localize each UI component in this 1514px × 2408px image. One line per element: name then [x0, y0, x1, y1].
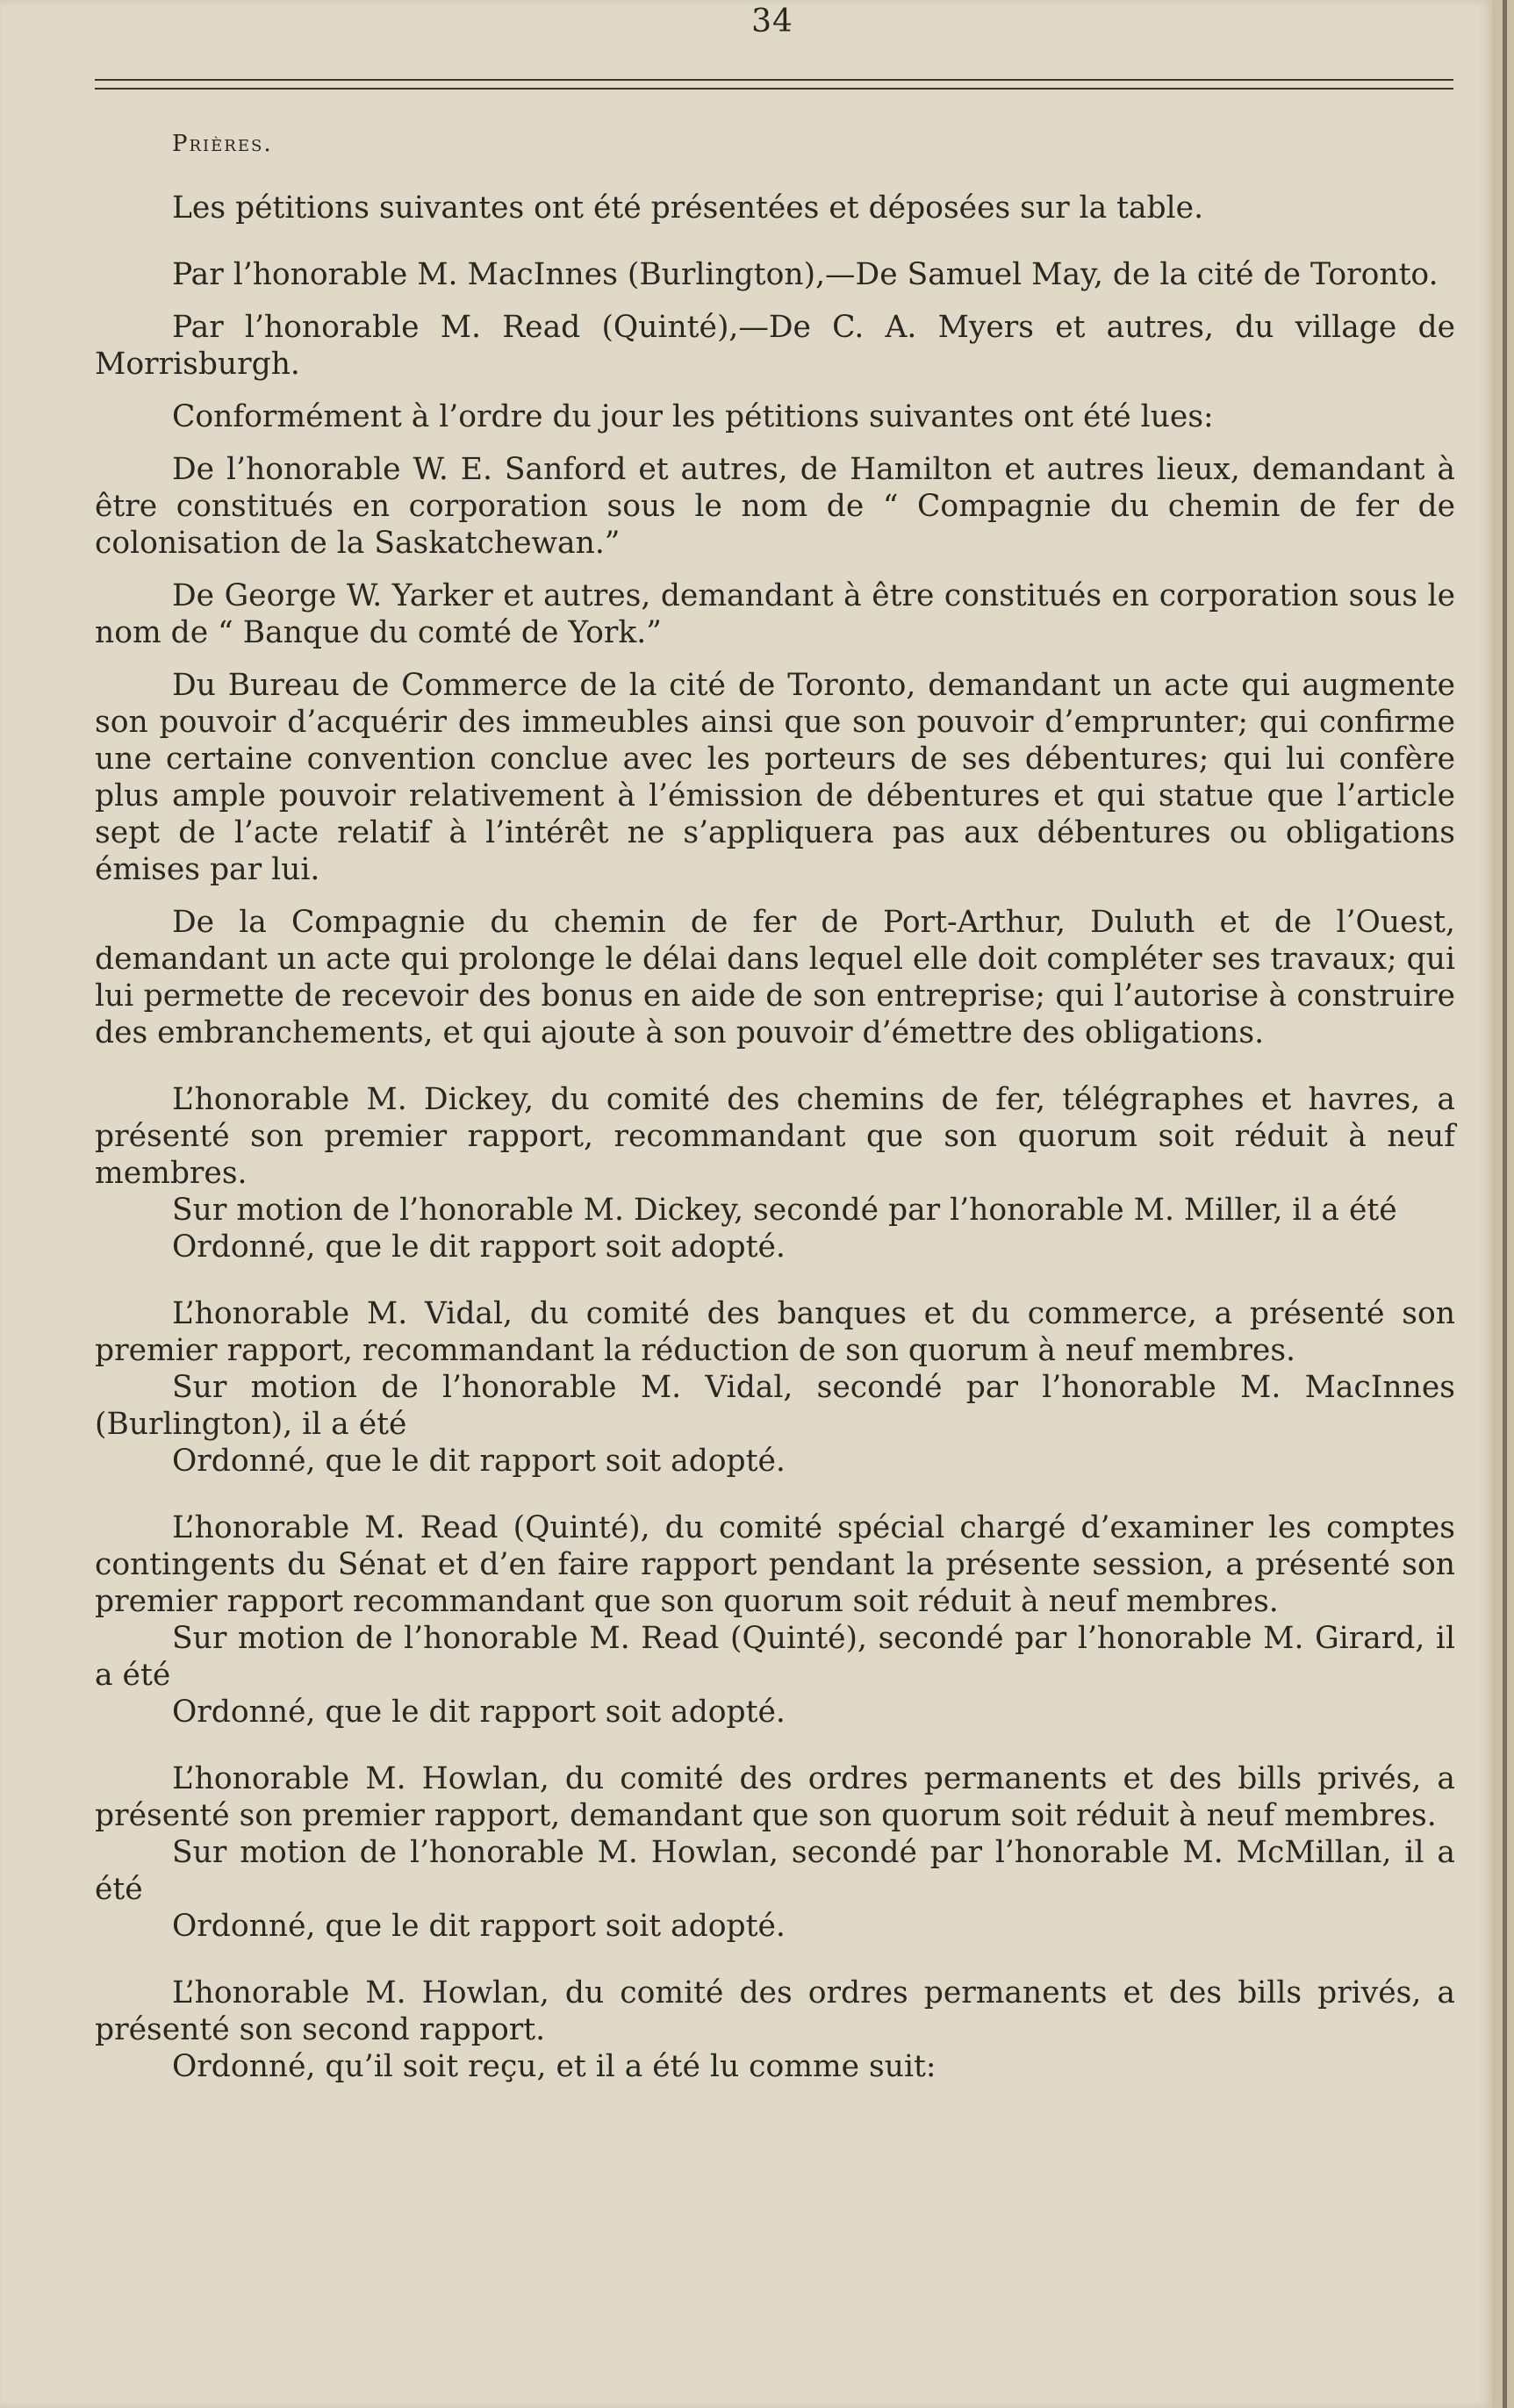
- paragraph-yarker: De George W. Yarker et autres, demandant à être constitués en corporation sous le nom de “ Banque du comté de York.”: [95, 578, 1455, 650]
- page-edge-line: [1503, 0, 1507, 2408]
- paragraph-petition-read: Par l’honorable M. Read (Quinté),—De C. A. Myers et autres, du village de Morrisburgh.: [95, 310, 1455, 382]
- paragraph-dickey-motion: Sur motion de l’honorable M. Dickey, secondé par l’honorable M. Miller, il a été: [172, 1193, 1397, 1228]
- paragraph-board-of-trade: Du Bureau de Commerce de la cité de Toronto, demandant un acte qui augmente son pouvoir d’acquérir des immeubles ainsi que son pouvoir d’emprunter; qui confirme une certaine convention conclue avec les porteurs de ses débentures; qui lui confère plus ample pouvoir relativement à l’émission de débentures et qui statue que l’article sept de l’acte relatif à l’intérêt ne s’appliquera pas aux débentures ou obligations émises par lui.: [95, 668, 1455, 887]
- paragraph-howlan-second-report: L’honorable M. Howlan, du comité des ordres permanents et des bills privés, a présenté son second rapport.: [95, 1975, 1455, 2047]
- paragraph-port-arthur-railway: De la Compagnie du chemin de fer de Port-Arthur, Duluth et de l’Ouest, demandant un acte qui prolonge le délai dans lequel elle doit compléter ses travaux; qui lui permette de recevoir des bonus en aide de son entreprise; qui l’autorise à construire des embranchements, et qui ajoute à son pouvoir d’émettre des obligations.: [95, 905, 1455, 1050]
- document-body: [95, 126, 1455, 2085]
- paragraph-dickey-report: L’honorable M. Dickey, du comité des chemins de fer, télégraphes et havres, a présenté son premier rapport, recommandant que son quorum soit réduit à neuf membres.: [95, 1082, 1455, 1191]
- paragraph-howlan-received: Ordonné, qu’il soit reçu, et il a été lu comme suit:: [172, 2049, 936, 2084]
- page-number: 34: [751, 4, 793, 39]
- paragraph-read-motion: Sur motion de l’honorable M. Read (Quinté), secondé par l’honorable M. Girard, il a été: [95, 1621, 1455, 1693]
- paragraph-vidal-report: L’honorable M. Vidal, du comité des banques et du commerce, a présenté son premier rapport, recommandant la réduction de son quorum à neuf membres.: [95, 1296, 1455, 1368]
- paragraph-read-report: L’honorable M. Read (Quinté), du comité spécial chargé d’examiner les comptes contingents du Sénat et d’en faire rapport pendant la présente session, a présenté son premier rapport recommandant que son quorum soit réduit à neuf membres.: [95, 1510, 1455, 1619]
- header-rule-bottom: [95, 88, 1453, 90]
- paragraph-vidal-motion: Sur motion de l’honorable M. Vidal, secondé par l’honorable M. MacInnes (Burlington), il a été: [95, 1370, 1455, 1442]
- paragraph-petitions-presented: Les pétitions suivantes ont été présentées et déposées sur la table.: [172, 190, 1204, 226]
- paragraph-howlan-ordered: Ordonné, que le dit rapport soit adopté.: [172, 1909, 786, 1944]
- paragraph-howlan-first-report: L’honorable M. Howlan, du comité des ordres permanents et des bills privés, a présenté son premier rapport, demandant que son quorum soit réduit à neuf membres.: [95, 1761, 1455, 1833]
- paragraph-sanford: De l’honorable W. E. Sanford et autres, de Hamilton et autres lieux, demandant à être constitués en corporation sous le nom de “ Compagnie du chemin de fer de colonisation de la Saskatchewan.”: [95, 452, 1455, 561]
- paragraph-vidal-ordered: Ordonné, que le dit rapport soit adopté.: [172, 1444, 786, 1479]
- paragraph-dickey-ordered: Ordonné, que le dit rapport soit adopté.: [172, 1229, 786, 1265]
- header-rule-top: [95, 79, 1453, 81]
- paragraph-howlan-motion: Sur motion de l’honorable M. Howlan, secondé par l’honorable M. McMillan, il a été: [95, 1835, 1455, 1907]
- section-heading: Prières.: [172, 131, 273, 157]
- paragraph-petition-macinnes: Par l’honorable M. MacInnes (Burlington),—De Samuel May, de la cité de Toronto.: [172, 257, 1439, 292]
- paragraph-petitions-read: Conformément à l’ordre du jour les pétitions suivantes ont été lues:: [172, 399, 1214, 434]
- paragraph-read-ordered: Ordonné, que le dit rapport soit adopté.: [172, 1695, 786, 1730]
